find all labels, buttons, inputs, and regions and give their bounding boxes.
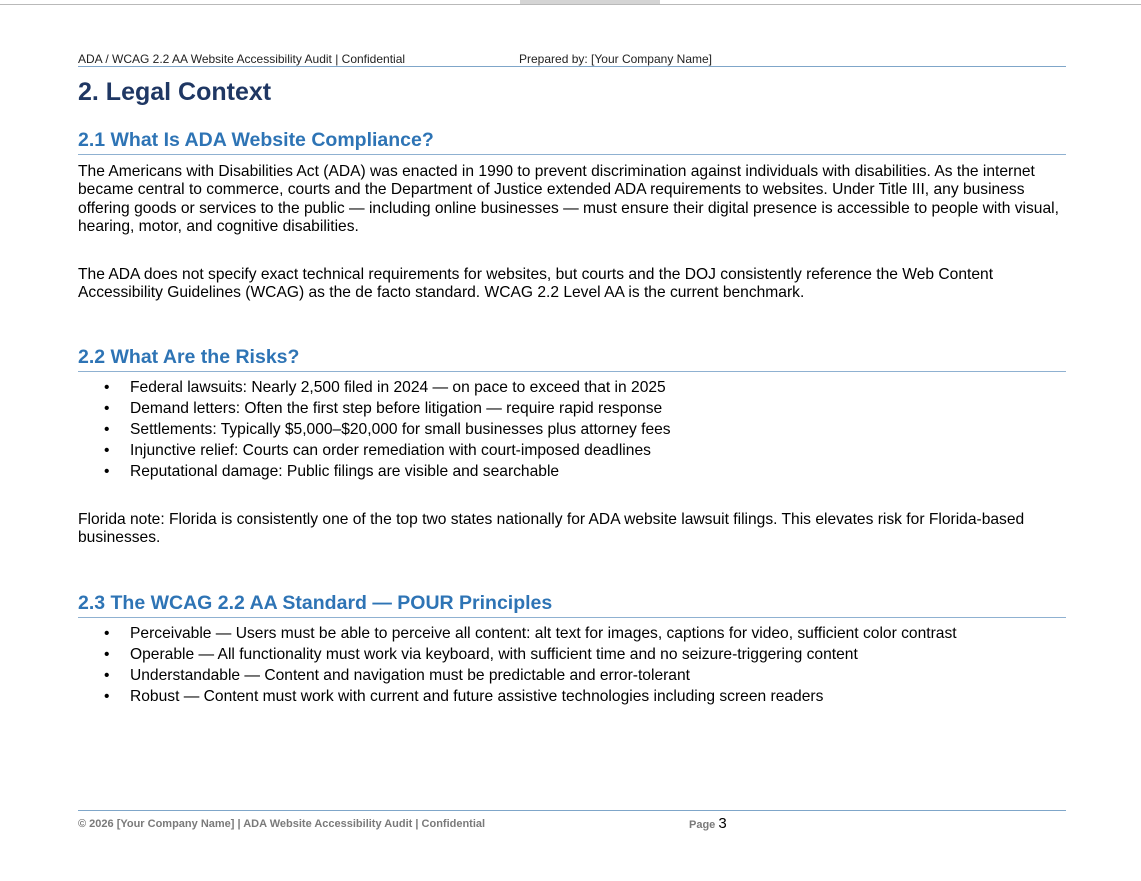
page-number-block <box>689 815 727 832</box>
section-divider-2-1 <box>78 154 1066 155</box>
bullet-glyph: • <box>104 379 110 396</box>
bullet-glyph: • <box>104 442 110 459</box>
risks-list <box>78 377 671 482</box>
list-item <box>78 686 957 707</box>
list-item-text: Operable — All functionality must work via keyboard, with sufficient time and no seizure-triggering content <box>130 646 858 663</box>
list-item-text: Demand letters: Often the first step before litigation — require rapid response <box>130 400 663 417</box>
window-top-border <box>0 4 1141 5</box>
list-item <box>78 377 671 398</box>
list-item <box>78 440 671 461</box>
list-item-text: Reputational damage: Public filings are visible and searchable <box>130 463 560 480</box>
running-footer-left: © 2026 [Your Company Name] | ADA Website Accessibility Audit | Confidential <box>78 818 486 830</box>
list-item-text: Injunctive relief: Courts can order remediation with court-imposed deadlines <box>130 442 651 459</box>
paragraph-ada-intro: The Americans with Disabilities Act (ADA) was enacted in 1990 to prevent discrimination against individuals with disabilities. As the internet became central to commerce, courts and the Department of Justice extended ADA requirements to websites. Under Title III, any business offering goods or services to the public — including online businesses — must ensure their digital presence is accessible to people with visual, hearing, motor, and cognitive disabilities. <box>78 163 1059 236</box>
bullet-glyph: • <box>104 463 110 480</box>
paragraph-wcag-standard: The ADA does not specify exact technical requirements for websites, but courts and the DOJ consistently reference the Web Content Accessibility Guidelines (WCAG) as the de facto standard. WCAG 2.2 Level AA is the current benchmark. <box>78 266 994 302</box>
section-heading-2-1: 2.1 What Is ADA Website Compliance? <box>78 129 434 151</box>
list-item <box>78 461 671 482</box>
list-item <box>78 623 957 644</box>
list-item <box>78 644 957 665</box>
list-item-text: Federal lawsuits: Nearly 2,500 filed in 2024 — on pace to exceed that in 2025 <box>130 379 666 396</box>
section-heading-2-2: 2.2 What Are the Risks? <box>78 346 300 368</box>
list-item <box>78 419 671 440</box>
list-item-text: Robust — Content must work with current and future assistive technologies including screen readers <box>130 688 824 705</box>
list-item-text: Understandable — Content and navigation must be predictable and error-tolerant <box>130 667 690 684</box>
section-heading-2-3: 2.3 The WCAG 2.2 AA Standard — POUR Principles <box>78 592 553 614</box>
section-divider-2-3 <box>78 617 1066 618</box>
bullet-glyph: • <box>104 421 110 438</box>
list-item <box>78 398 671 419</box>
paragraph-florida-note: Florida note: Florida is consistently one of the top two states nationally for ADA website lawsuit filings. This elevates risk for Florida-based businesses. <box>78 511 1025 547</box>
page-number: 3 <box>718 815 727 832</box>
pour-principles-list <box>78 623 957 707</box>
bullet-glyph: • <box>104 400 110 417</box>
bullet-glyph: • <box>104 646 110 663</box>
page-label: Page <box>689 819 716 831</box>
list-item <box>78 665 957 686</box>
page-title: 2. Legal Context <box>78 78 272 106</box>
list-item-text: Perceivable — Users must be able to perceive all content: alt text for images, captions for video, sufficient color contrast <box>130 625 957 642</box>
list-item-text: Settlements: Typically $5,000–$20,000 for small businesses plus attorney fees <box>130 421 671 438</box>
bullet-glyph: • <box>104 688 110 705</box>
header-divider <box>78 66 1066 67</box>
running-header-left: ADA / WCAG 2.2 AA Website Accessibility Audit | Confidential <box>78 52 406 66</box>
footer-divider <box>78 810 1066 811</box>
bullet-glyph: • <box>104 625 110 642</box>
section-divider-2-2 <box>78 371 1066 372</box>
window-top-tab <box>520 0 660 4</box>
running-header-right: Prepared by: [Your Company Name] <box>519 52 712 66</box>
bullet-glyph: • <box>104 667 110 684</box>
